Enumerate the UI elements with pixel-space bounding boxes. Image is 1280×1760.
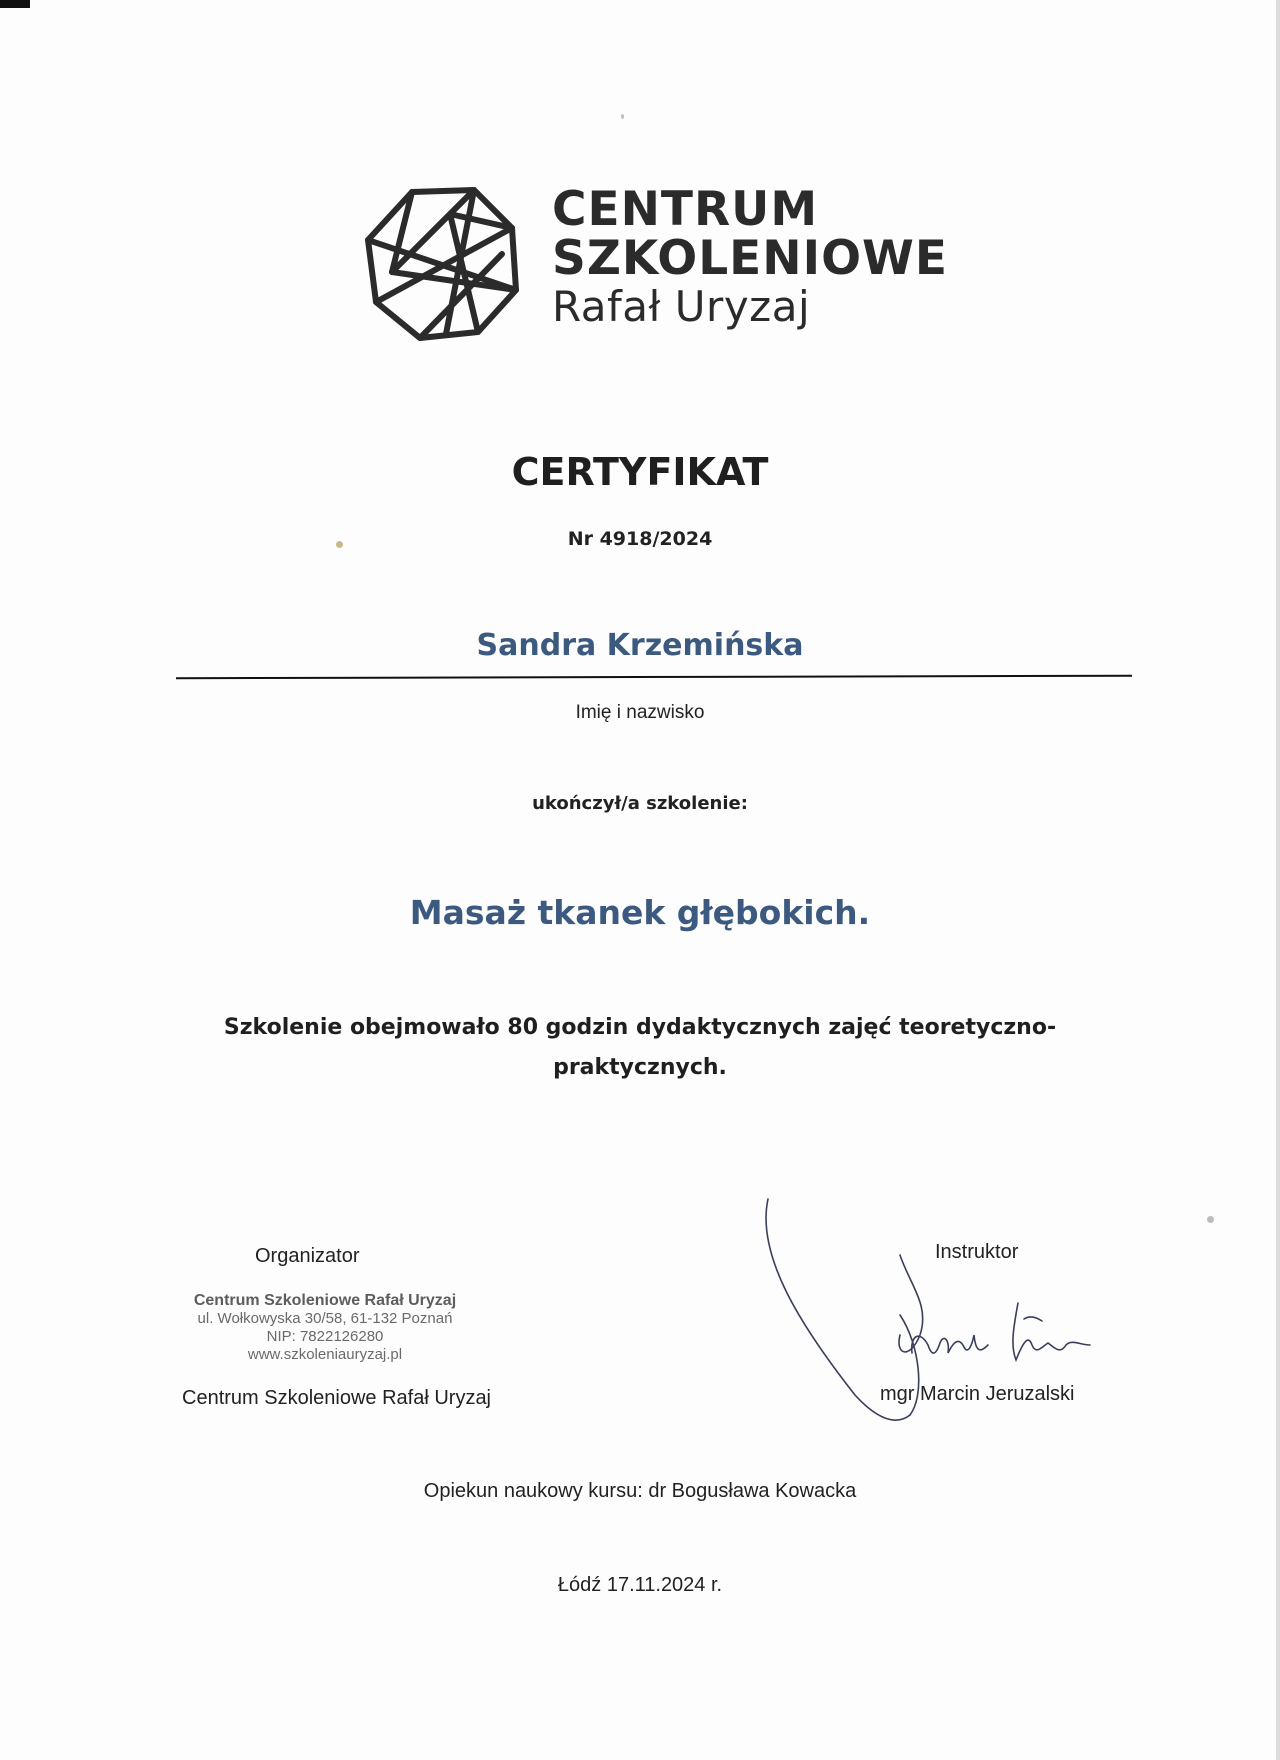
instructor-label: Instruktor [935, 1241, 1019, 1263]
organizer-name: Centrum Szkoleniowe Rafał Uryzaj [182, 1387, 492, 1409]
certificate-title: CERTYFIKAT [511, 450, 769, 494]
logo [362, 182, 962, 352]
logo-line-centrum: CENTRUM [552, 182, 819, 237]
logo-line-name: Rafał Uryzaj [552, 282, 811, 331]
stamp-name: Centrum Szkoleniowe Rafał Uryzaj [193, 1292, 457, 1309]
organizer-stamp [180, 1292, 470, 1364]
stamp-address: ul. Wołkowyska 30/58, 61-132 Poznań [197, 1310, 453, 1327]
course-title: Masaż tkanek głębokich. [409, 893, 871, 932]
completed-text: ukończył/a szkolenie: [532, 793, 748, 814]
instructor-name: mgr Marcin Jeruzalski [880, 1383, 1075, 1405]
recipient-name: Sandra Krzemińska [476, 628, 804, 663]
name-underline [176, 675, 1132, 680]
place-and-date: Łódź 17.11.2024 r. [557, 1574, 723, 1596]
scan-speck [621, 114, 624, 119]
description-line-1: Szkolenie obejmowało 80 godzin dydaktycznych zajęć teoretyczno- [223, 1015, 1057, 1040]
certificate-number: Nr 4918/2024 [567, 528, 713, 550]
stamp-nip: NIP: 7822126280 [266, 1328, 384, 1345]
description-line-2: praktycznych. [553, 1055, 727, 1080]
scientific-supervisor: Opiekun naukowy kursu: dr Bogusława Kowacka [423, 1480, 857, 1502]
name-caption: Imię i nazwisko [575, 702, 705, 723]
course-description [0, 1008, 1280, 1088]
logo-line-szkoleniowe: SZKOLENIOWE [552, 231, 948, 286]
stamp-website: www.szkoleniauryzaj.pl [247, 1346, 403, 1363]
organizer-label: Organizator [255, 1245, 360, 1267]
geometric-octagon-logo-icon [362, 184, 522, 344]
scan-corner-mark [0, 0, 30, 8]
scan-speck [1207, 1216, 1214, 1223]
